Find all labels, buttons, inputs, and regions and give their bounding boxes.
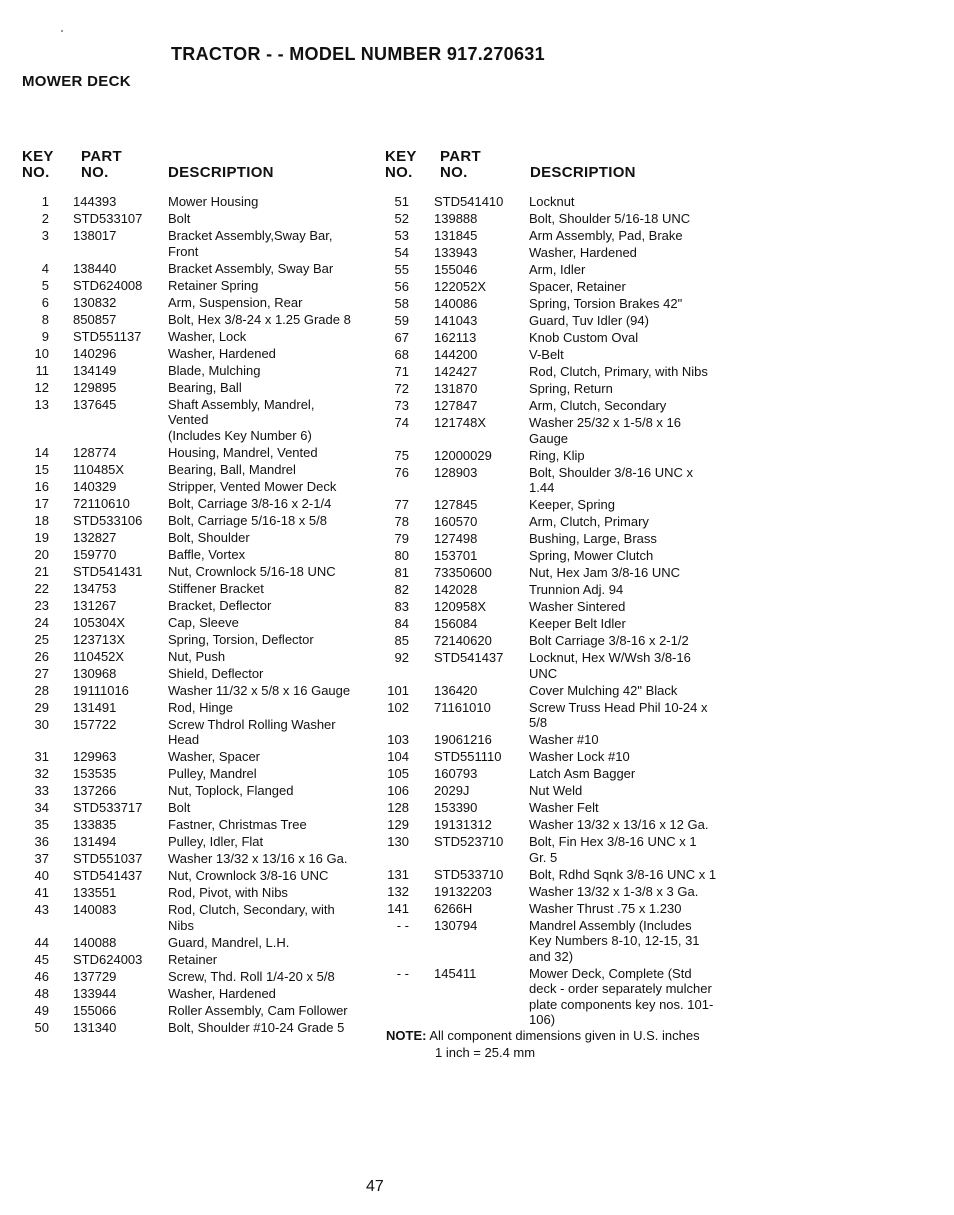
- part-description: Bolt, Carriage 5/16-18 x 5/8: [168, 512, 327, 528]
- part-description: Mower Deck, Complete (Std: [529, 965, 692, 981]
- key-number: 8: [41, 311, 49, 327]
- part-description: Washer, Lock: [168, 328, 247, 344]
- part-description: UNC: [529, 665, 558, 681]
- part-number: STD551137: [73, 328, 142, 344]
- key-number: 67: [394, 330, 409, 345]
- key-number: 17: [34, 495, 49, 511]
- part-number: 142427: [434, 364, 478, 379]
- part-number: 160570: [434, 514, 478, 529]
- key-number: - -: [396, 917, 409, 933]
- part-number: 123713X: [73, 631, 126, 647]
- part-description: Arm, Idler: [529, 262, 586, 277]
- key-number: 44: [34, 934, 49, 950]
- part-number: STD551110: [434, 749, 502, 764]
- key-number: 49: [34, 1002, 49, 1018]
- key-number: 24: [34, 614, 49, 630]
- part-number: 157722: [73, 716, 117, 732]
- part-description: Nut, Toplock, Flanged: [168, 783, 294, 798]
- key-number: 41: [34, 885, 49, 900]
- part-description: Rod, Pivot, with Nibs: [168, 885, 288, 900]
- part-number: STD541437: [73, 868, 143, 883]
- part-description: Arm, Clutch, Secondary: [529, 398, 667, 413]
- key-number: 53: [394, 228, 409, 243]
- part-number: 133835: [73, 817, 117, 832]
- part-description: Retainer Spring: [168, 277, 259, 293]
- part-number: 129963: [73, 749, 117, 764]
- part-number: 72110610: [73, 495, 130, 511]
- part-number: STD523710: [434, 834, 504, 849]
- part-description: Gr. 5: [529, 849, 558, 865]
- part-header-line1: PART: [81, 148, 122, 165]
- part-description: Washer Sintered: [529, 599, 626, 614]
- part-description: Spring, Torsion Brakes 42": [529, 296, 683, 311]
- part-number: 132827: [73, 529, 117, 545]
- part-description: Housing, Mandrel, Vented: [168, 444, 318, 460]
- part-number: 110452X: [73, 648, 125, 664]
- parts-list-right: [380, 194, 954, 1027]
- part-number: 131340: [73, 1019, 117, 1035]
- part-number: 134753: [73, 580, 117, 596]
- part-number: 850857: [73, 311, 117, 327]
- key-number: 82: [394, 582, 409, 597]
- part-description: Bracket, Deflector: [168, 597, 272, 613]
- key-number: 131: [387, 866, 409, 882]
- part-description: Head: [168, 732, 200, 747]
- part-description: Washer, Hardened: [529, 245, 637, 260]
- part-description: Nut Weld: [529, 783, 583, 798]
- page-number: 47: [366, 1178, 384, 1195]
- part-number: 140296: [73, 345, 117, 361]
- part-number: 105304X: [73, 614, 126, 630]
- part-number: 130968: [73, 665, 117, 681]
- part-number: 127498: [434, 531, 478, 546]
- key-number: 132: [387, 883, 409, 899]
- key-number: 46: [34, 968, 49, 984]
- part-description: Knob Custom Oval: [529, 330, 639, 345]
- key-number: 102: [387, 699, 409, 715]
- part-description: deck - order separately mulcher: [529, 981, 712, 996]
- part-number: 121748X: [434, 415, 487, 430]
- part-description: Bolt, Carriage 3/8-16 x 2-1/4: [168, 495, 332, 511]
- part-description: Nut, Hex Jam 3/8-16 UNC: [529, 565, 680, 580]
- part-description: Bolt, Shoulder 5/16-18 UNC: [529, 211, 691, 226]
- key-number: 23: [34, 597, 49, 613]
- part-description: Keeper Belt Idler: [529, 616, 626, 631]
- key-number: 26: [34, 648, 49, 664]
- part-number: 131267: [73, 597, 117, 613]
- key-number: 129: [387, 817, 409, 832]
- key-number: 51: [394, 194, 409, 209]
- part-description: (Includes Key Number 6): [168, 427, 312, 443]
- part-description: Rod, Clutch, Secondary, with: [168, 902, 335, 917]
- key-number: 25: [34, 631, 49, 647]
- part-description: Washer Lock #10: [529, 749, 630, 764]
- part-description: Washer 13/32 x 1-3/8 x 3 Ga.: [529, 883, 699, 899]
- part-description: Bolt, Shoulder: [168, 529, 250, 545]
- key-number: 37: [34, 851, 49, 866]
- key-number: 35: [34, 817, 49, 832]
- part-number: 131870: [434, 381, 478, 396]
- part-description: Blade, Mulching: [168, 362, 261, 378]
- part-description: Washer Felt: [529, 800, 599, 815]
- part-description: Bolt, Rdhd Sqnk 3/8-16 UNC x 1: [529, 866, 717, 882]
- part-description: 5/8: [529, 715, 548, 730]
- part-description: Rod, Clutch, Primary, with Nibs: [529, 364, 708, 379]
- part-description: Arm Assembly, Pad, Brake: [529, 228, 683, 243]
- part-number: 131494: [73, 834, 117, 849]
- note-line2: 1 inch = 25.4 mm: [435, 1045, 536, 1060]
- key-number: 81: [394, 565, 409, 580]
- key-number: 84: [394, 616, 409, 631]
- part-description: Spacer, Retainer: [529, 279, 626, 294]
- part-description: Screw Truss Head Phil 10-24 x: [529, 699, 708, 715]
- key-number: 3: [41, 228, 49, 243]
- part-description: Locknut: [529, 194, 575, 209]
- key-number: 50: [34, 1019, 49, 1035]
- part-number: 127845: [434, 497, 478, 512]
- part-description: Arm, Suspension, Rear: [168, 294, 303, 310]
- key-number: 14: [34, 444, 49, 460]
- key-number: 43: [34, 902, 49, 917]
- key-number: 52: [394, 211, 409, 226]
- part-description: Front: [168, 243, 199, 259]
- key-number: 77: [394, 497, 409, 512]
- key-number: 31: [34, 749, 49, 764]
- key-number: 92: [394, 650, 409, 665]
- part-description: Screw, Thd. Roll 1/4-20 x 5/8: [168, 968, 335, 984]
- key-number: 20: [34, 546, 49, 562]
- part-description: Shaft Assembly, Mandrel,: [168, 396, 315, 412]
- part-description: Keeper, Spring: [529, 497, 616, 512]
- key-number: 130: [387, 834, 409, 849]
- key-number: 48: [34, 985, 49, 1001]
- part-number: 122052X: [434, 279, 487, 294]
- part-description: Washer Thrust .75 x 1.230: [529, 900, 682, 916]
- part-number: STD541410: [434, 194, 504, 209]
- part-description: Bolt: [168, 800, 191, 815]
- key-header-line1: KEY: [22, 148, 54, 165]
- part-description: Rod, Hinge: [168, 699, 234, 715]
- part-header-line2: NO.: [440, 164, 468, 181]
- part-description: Washer, Hardened: [168, 345, 276, 361]
- key-number: 4: [41, 260, 49, 276]
- scan-speck: [61, 30, 63, 32]
- part-number: 120958X: [434, 599, 487, 614]
- part-description: Washer, Spacer: [168, 749, 261, 764]
- part-number: 138017: [73, 228, 117, 243]
- part-number: 136420: [434, 682, 478, 698]
- part-number: 162113: [434, 330, 477, 345]
- part-number: 131491: [73, 699, 117, 715]
- part-description: Bolt, Hex 3/8-24 x 1.25 Grade 8: [168, 311, 351, 327]
- part-number: 137729: [73, 968, 117, 984]
- part-description: V-Belt: [529, 347, 564, 362]
- part-number: 12000029: [434, 447, 492, 463]
- part-number: 144393: [73, 194, 117, 209]
- part-description: Pulley, Mandrel: [168, 766, 257, 781]
- part-description: Spring, Torsion, Deflector: [168, 631, 314, 647]
- part-description: Mandrel Assembly (Includes: [529, 917, 692, 933]
- part-description: Screw Thdrol Rolling Washer: [168, 716, 336, 732]
- part-number: 155046: [434, 262, 478, 277]
- key-number: 36: [34, 834, 49, 849]
- part-description: Bushing, Large, Brass: [529, 531, 657, 546]
- page-title: TRACTOR - - MODEL NUMBER 917.270631: [171, 44, 545, 64]
- part-number: 110485X: [73, 461, 125, 477]
- part-description: Bolt, Shoulder 3/8-16 UNC x: [529, 464, 694, 480]
- key-number: 27: [34, 665, 49, 681]
- part-number: 153535: [73, 766, 117, 781]
- key-number: 5: [41, 277, 49, 293]
- part-number: 140083: [73, 902, 117, 917]
- part-description: Locknut, Hex W/Wsh 3/8-16: [529, 650, 691, 665]
- part-number: 153701: [434, 548, 478, 563]
- part-description: Washer 25/32 x 1-5/8 x 16: [529, 415, 681, 430]
- part-description: Key Numbers 8-10, 12-15, 31: [529, 933, 700, 948]
- key-number: 16: [34, 478, 49, 494]
- part-number: 130794: [434, 917, 478, 933]
- section-title: MOWER DECK: [22, 73, 131, 90]
- part-number: 138440: [73, 260, 117, 276]
- note-line1: All component dimensions given in U.S. inches: [429, 1028, 700, 1043]
- key-number: 141: [387, 900, 409, 916]
- part-description: Latch Asm Bagger: [529, 766, 636, 781]
- key-number: 10: [34, 345, 49, 361]
- part-description: Spring, Mower Clutch: [529, 548, 654, 563]
- key-number: 32: [34, 766, 49, 781]
- part-description: Mower Housing: [168, 194, 259, 209]
- key-number: 12: [34, 379, 49, 395]
- part-description: Washer #10: [529, 732, 599, 747]
- key-number: 72: [394, 381, 409, 396]
- part-number: 73350600: [434, 565, 492, 580]
- part-number: STD533107: [73, 211, 143, 226]
- part-description: Nut, Crownlock 5/16-18 UNC: [168, 563, 336, 579]
- key-number: 15: [34, 461, 49, 477]
- part-number: 137645: [73, 396, 117, 412]
- key-number: 54: [394, 245, 409, 260]
- key-number: 30: [34, 716, 49, 732]
- key-number: 71: [394, 364, 409, 379]
- part-number: 140086: [434, 296, 478, 311]
- part-number: STD541431: [73, 563, 143, 579]
- part-number: STD551037: [73, 851, 143, 866]
- part-number: 6266H: [434, 900, 473, 916]
- part-description: Ring, Klip: [529, 447, 585, 463]
- key-number: 79: [394, 531, 409, 546]
- part-description: and 32): [529, 948, 574, 964]
- part-number: 19111016: [73, 682, 129, 698]
- part-number: 140088: [73, 934, 117, 950]
- key-number: 83: [394, 599, 409, 614]
- part-description: Shield, Deflector: [168, 665, 264, 681]
- part-number: STD624008: [73, 277, 143, 293]
- key-number: 18: [34, 512, 49, 528]
- key-number: 68: [394, 347, 409, 362]
- part-number: 19132203: [434, 883, 492, 899]
- part-description: Arm, Clutch, Primary: [529, 514, 649, 529]
- part-description: Nut, Push: [168, 648, 226, 664]
- description-header: DESCRIPTION: [530, 164, 636, 181]
- part-number: STD624003: [73, 951, 143, 967]
- part-number: STD533710: [434, 866, 504, 882]
- key-number: 80: [394, 548, 409, 563]
- key-number: 73: [394, 398, 409, 413]
- part-description: Nut, Crownlock 3/8-16 UNC: [168, 868, 329, 883]
- part-description: Washer 13/32 x 13/16 x 12 Ga.: [529, 817, 709, 832]
- part-number: 155066: [73, 1002, 117, 1018]
- part-description: 1.44: [529, 480, 555, 495]
- key-number: 59: [394, 313, 409, 328]
- part-description: Guard, Tuv Idler (94): [529, 313, 649, 328]
- key-number: 45: [34, 951, 49, 967]
- part-number: 156084: [434, 616, 478, 631]
- part-number: 130832: [73, 294, 117, 310]
- part-description: Vented: [168, 412, 209, 427]
- part-header-line1: PART: [440, 148, 481, 165]
- key-number: 74: [394, 415, 409, 430]
- part-number: 19061216: [434, 732, 492, 747]
- note-label: NOTE:: [386, 1028, 427, 1043]
- key-header-line2: NO.: [22, 164, 50, 181]
- part-description: Bolt, Shoulder #10-24 Grade 5: [168, 1019, 345, 1035]
- key-number: 13: [34, 396, 49, 412]
- part-description: Bolt Carriage 3/8-16 x 2-1/2: [529, 633, 689, 648]
- part-description: Bolt: [168, 211, 191, 226]
- part-description: Pulley, Idler, Flat: [168, 834, 264, 849]
- part-number: STD541437: [434, 650, 504, 665]
- part-number: 159770: [73, 546, 117, 562]
- part-number: 160793: [434, 766, 478, 781]
- part-description: Washer 11/32 x 5/8 x 16 Gauge: [168, 682, 351, 698]
- part-description: Bearing, Ball, Mandrel: [168, 461, 296, 477]
- part-number: 145411: [434, 965, 477, 981]
- key-number: 28: [34, 682, 49, 698]
- part-description: Spring, Return: [529, 381, 613, 396]
- part-number: 141043: [434, 313, 478, 328]
- part-description: Bracket Assembly,Sway Bar,: [168, 228, 333, 243]
- part-number: 133551: [73, 885, 117, 900]
- part-description: Stripper, Vented Mower Deck: [168, 478, 337, 494]
- part-description: Guard, Mandrel, L.H.: [168, 934, 290, 950]
- key-number: 22: [34, 580, 49, 596]
- part-description: 106): [529, 1012, 556, 1027]
- part-number: 127847: [434, 398, 478, 413]
- part-description: Baffle, Vortex: [168, 546, 246, 562]
- part-description: Bracket Assembly, Sway Bar: [168, 260, 334, 276]
- key-number: - -: [396, 965, 409, 981]
- key-number: 34: [34, 800, 49, 815]
- part-number: 134149: [73, 362, 117, 378]
- part-description: Nibs: [168, 917, 195, 933]
- key-number: 56: [394, 279, 409, 294]
- key-number: 76: [394, 464, 409, 480]
- key-header-line1: KEY: [385, 148, 417, 165]
- part-number: 133944: [73, 985, 117, 1001]
- part-number: STD533106: [73, 512, 143, 528]
- part-number: 2029J: [434, 783, 470, 798]
- part-number: 137266: [73, 783, 117, 798]
- part-description: Bearing, Ball: [168, 379, 242, 395]
- key-number: 58: [394, 296, 409, 311]
- key-number: 85: [394, 633, 409, 648]
- part-number: 128903: [434, 464, 478, 480]
- part-number: 72140620: [434, 633, 492, 648]
- part-number: 133943: [434, 245, 478, 260]
- key-number: 101: [387, 682, 409, 698]
- part-number: 71161010: [434, 699, 491, 715]
- key-number: 29: [34, 699, 49, 715]
- part-number: 144200: [434, 347, 478, 362]
- key-number: 78: [394, 514, 409, 529]
- key-number: 105: [387, 766, 409, 781]
- key-number: 106: [387, 783, 409, 798]
- part-header-line2: NO.: [81, 164, 109, 181]
- part-number: 142028: [434, 582, 478, 597]
- part-description: Cover Mulching 42" Black: [529, 682, 678, 698]
- part-description: Cap, Sleeve: [168, 614, 239, 630]
- part-number: STD533717: [73, 800, 143, 815]
- part-number: 139888: [434, 211, 478, 226]
- part-number: 19131312: [434, 817, 492, 832]
- description-header: DESCRIPTION: [168, 164, 274, 181]
- part-description: Retainer: [168, 951, 218, 967]
- part-number: 129895: [73, 379, 117, 395]
- key-number: 19: [34, 529, 49, 545]
- dimension-note: [386, 1028, 700, 1060]
- key-number: 75: [394, 447, 409, 463]
- key-number: 11: [35, 362, 49, 378]
- part-description: Gauge: [529, 430, 569, 446]
- part-description: Stiffener Bracket: [168, 580, 264, 596]
- parts-list-left: [0, 194, 380, 1044]
- part-number: 153390: [434, 800, 478, 815]
- part-description: Bolt, Fin Hex 3/8-16 UNC x 1: [529, 834, 697, 849]
- key-header-line2: NO.: [385, 164, 413, 181]
- part-number: 128774: [73, 444, 117, 460]
- key-number: 40: [34, 868, 49, 883]
- part-description: Fastner, Christmas Tree: [168, 817, 307, 832]
- key-number: 128: [387, 800, 409, 815]
- key-number: 6: [41, 294, 49, 310]
- part-description: Roller Assembly, Cam Follower: [168, 1002, 348, 1018]
- key-number: 2: [41, 211, 49, 226]
- key-number: 104: [387, 749, 409, 764]
- key-number: 21: [34, 563, 49, 579]
- part-description: Washer, Hardened: [168, 985, 276, 1001]
- part-description: plate components key nos. 101-: [529, 996, 714, 1012]
- part-description: Trunnion Adj. 94: [529, 582, 624, 597]
- part-description: Washer 13/32 x 13/16 x 16 Ga.: [168, 851, 348, 866]
- key-number: 9: [41, 328, 49, 344]
- part-number: 131845: [434, 228, 478, 243]
- key-number: 103: [387, 732, 409, 747]
- key-number: 33: [34, 783, 49, 798]
- key-number: 55: [394, 262, 409, 277]
- part-number: 140329: [73, 478, 117, 494]
- key-number: 1: [41, 194, 49, 209]
